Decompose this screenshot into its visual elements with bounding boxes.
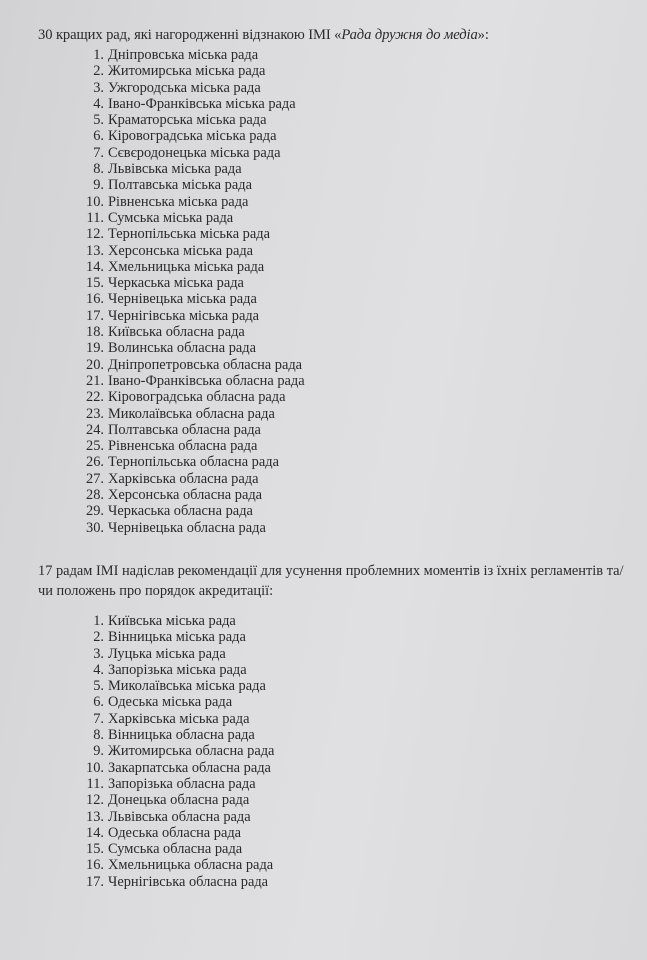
list-item-number: 18.: [86, 324, 104, 341]
list-item-text: Луцька міська рада: [108, 645, 226, 662]
list-item-number: 5.: [93, 112, 104, 129]
list-item: [82, 210, 305, 226]
list-item: [82, 340, 305, 356]
list-item: [82, 727, 274, 743]
list-item-number: 2.: [93, 63, 104, 80]
list-item-number: 30.: [86, 519, 104, 536]
list-item: [82, 760, 274, 776]
list-item-number: 1.: [93, 613, 104, 629]
list-item-text: Хмельницька обласна рада: [108, 857, 274, 874]
list-item: [82, 324, 305, 340]
list-item-number: 26.: [86, 454, 104, 471]
list-item-text: Дніпровська міська рада: [108, 47, 259, 63]
list-item-text: Харківська міська рада: [108, 710, 250, 727]
list-item: [82, 63, 305, 79]
list-item-number: 3.: [93, 645, 104, 662]
list-item-text: Івано-Франківська обласна рада: [108, 372, 305, 389]
list-item: [82, 792, 274, 808]
list-item-number: 16.: [86, 857, 104, 874]
list-item-number: 6.: [93, 694, 104, 711]
list-item-text: Житомирська обласна рада: [108, 743, 275, 760]
list-item-text: Сумська міська рада: [108, 209, 234, 226]
list-item-number: 15.: [86, 275, 104, 292]
list-item-number: 9.: [93, 177, 104, 194]
list-item-number: 10.: [86, 759, 104, 776]
list-item-number: 7.: [93, 710, 104, 727]
list-item-number: 11.: [86, 209, 104, 226]
list-item: [82, 226, 305, 242]
list-item: [82, 422, 305, 438]
list-item-text: Чернігівська міська рада: [108, 307, 260, 324]
list-item-text: Вінницька міська рада: [108, 629, 246, 646]
list-item: [82, 194, 305, 210]
list-item-text: Краматорська міська рада: [108, 112, 267, 129]
list-item-text: Закарпатська обласна рада: [108, 759, 271, 776]
list-item-number: 6.: [93, 128, 104, 145]
list-item: [82, 678, 274, 694]
list-item-text: Черкаська обласна рада: [108, 503, 253, 520]
list-item: [82, 291, 305, 307]
list-item-text: Чернігівська обласна рада: [108, 873, 269, 890]
list-item: [82, 145, 305, 161]
list-item: [82, 357, 305, 373]
list-item: [82, 112, 305, 128]
list-item-number: 14.: [86, 824, 104, 841]
list-item-text: Одеська обласна рада: [108, 824, 242, 841]
list-item: [82, 161, 305, 177]
list-item-number: 12.: [86, 792, 104, 809]
list-item-number: 16.: [86, 291, 104, 308]
list-item: [82, 743, 274, 759]
list-item: [82, 177, 305, 193]
list-item-number: 24.: [86, 421, 104, 438]
list-item-number: 13.: [86, 808, 104, 825]
list-item-number: 1.: [93, 47, 104, 63]
list-item: [82, 825, 274, 841]
list-item-text: Львівська міська рада: [108, 161, 242, 178]
section1-heading: [38, 26, 489, 44]
list-item-text: Рівненська міська рада: [108, 193, 249, 210]
list-item: [82, 454, 305, 470]
list-item-text: Полтавська міська рада: [108, 177, 252, 194]
list-item-text: Київська міська рада: [108, 613, 236, 629]
list-item-text: Тернопільська обласна рада: [108, 454, 279, 471]
list-item-text: Кіровоградська міська рада: [108, 128, 277, 145]
list-item-text: Чернівецька обласна рада: [108, 519, 266, 536]
list-item-number: 8.: [93, 161, 104, 178]
list-item-number: 4.: [93, 661, 104, 678]
list-item: [82, 406, 305, 422]
list-item-number: 3.: [93, 79, 104, 96]
list-item-number: 23.: [86, 405, 104, 422]
list-item-text: Ужгородська міська рада: [108, 79, 261, 96]
section1-heading-award-name: Рада дружня до медіа: [341, 27, 478, 43]
list-item-number: 28.: [86, 487, 104, 504]
list-item-text: Одеська міська рада: [108, 694, 233, 711]
list-item: [82, 96, 305, 112]
list-item-number: 17.: [86, 307, 104, 324]
list-item: [82, 613, 274, 629]
list-item: [82, 841, 274, 857]
list-item-number: 29.: [86, 503, 104, 520]
list-item-number: 12.: [86, 226, 104, 243]
list-item-number: 27.: [86, 470, 104, 487]
list-item: [82, 487, 305, 503]
list-item-text: Миколаївська міська рада: [108, 678, 266, 695]
list-item-number: 20.: [86, 356, 104, 373]
list-item: [82, 809, 274, 825]
list-item-number: 13.: [86, 242, 104, 259]
list-item: [82, 711, 274, 727]
list-item-text: Рівненська обласна рада: [108, 438, 258, 455]
list-item-number: 21.: [86, 372, 104, 389]
list-item: [82, 776, 274, 792]
list-item: [82, 259, 305, 275]
list-item-text: Сєвєродонецька міська рада: [108, 144, 281, 161]
list-item: [82, 646, 274, 662]
list-item: [82, 857, 274, 873]
list-item-number: 25.: [86, 438, 104, 455]
list-item-text: Кіровоградська обласна рада: [108, 389, 286, 406]
list-item-text: Дніпропетровська обласна рада: [108, 356, 303, 373]
list-item-text: Донецька обласна рада: [108, 792, 250, 809]
list-item: [82, 243, 305, 259]
list-item-number: 2.: [93, 629, 104, 646]
list-item-text: Херсонська міська рада: [108, 242, 254, 259]
list-item: [82, 389, 305, 405]
list-item-number: 22.: [86, 389, 104, 406]
list-item-text: Івано-Франківська міська рада: [108, 95, 296, 112]
list-item-number: 11.: [86, 775, 104, 792]
list-item: [82, 694, 274, 710]
list-item-number: 17.: [86, 873, 104, 890]
list-item: [82, 503, 305, 519]
recommended-councils-list: [82, 613, 274, 890]
list-item-text: Миколаївська обласна рада: [108, 405, 275, 422]
awarded-councils-list: [82, 47, 305, 536]
list-item-text: Київська обласна рада: [108, 324, 245, 341]
list-item-text: Тернопільська міська рада: [108, 226, 270, 243]
section1-heading-prefix: 30 кращих рад, які нагородженні відзнакою IMI «: [38, 27, 342, 43]
list-item: [82, 520, 305, 536]
list-item-text: Сумська обласна рада: [108, 841, 243, 858]
section2-heading: 17 радам IMI надіслав рекомендації для усунення проблемних моментів із їхніх регламентів та/чи положень про порядок акредитації:: [38, 563, 624, 599]
list-item-text: Черкаська міська рада: [108, 275, 244, 292]
list-item-text: Волинська обласна рада: [108, 340, 256, 357]
list-item: [82, 629, 274, 645]
list-item-number: 10.: [86, 193, 104, 210]
section1-heading-suffix: »:: [477, 27, 489, 43]
list-item-text: Запорізька обласна рада: [108, 775, 256, 792]
list-item-number: 9.: [93, 743, 104, 760]
list-item: [82, 275, 305, 291]
list-item-text: Хмельницька міська рада: [108, 258, 265, 275]
list-item-number: 4.: [93, 95, 104, 112]
list-item: [82, 874, 274, 890]
list-item: [82, 373, 305, 389]
list-item: [82, 308, 305, 324]
list-item-text: Житомирська міська рада: [108, 63, 266, 80]
list-item-number: 19.: [86, 340, 104, 357]
list-item-text: Львівська обласна рада: [108, 808, 251, 825]
list-item-number: 8.: [93, 727, 104, 744]
list-item-text: Харківська обласна рада: [108, 470, 259, 487]
list-item: [82, 438, 305, 454]
list-item-text: Полтавська обласна рада: [108, 421, 261, 438]
list-item-number: 15.: [86, 841, 104, 858]
list-item-text: Вінницька обласна рада: [108, 727, 255, 744]
list-item: [82, 662, 274, 678]
list-item: [82, 47, 305, 63]
list-item-number: 14.: [86, 258, 104, 275]
list-item-text: Херсонська обласна рада: [108, 487, 263, 504]
list-item-number: 7.: [93, 144, 104, 161]
list-item: [82, 471, 305, 487]
list-item: [82, 80, 305, 96]
list-item-number: 5.: [93, 678, 104, 695]
list-item: [82, 128, 305, 144]
list-item-text: Чернівецька міська рада: [108, 291, 257, 308]
list-item-text: Запорізька міська рада: [108, 661, 247, 678]
